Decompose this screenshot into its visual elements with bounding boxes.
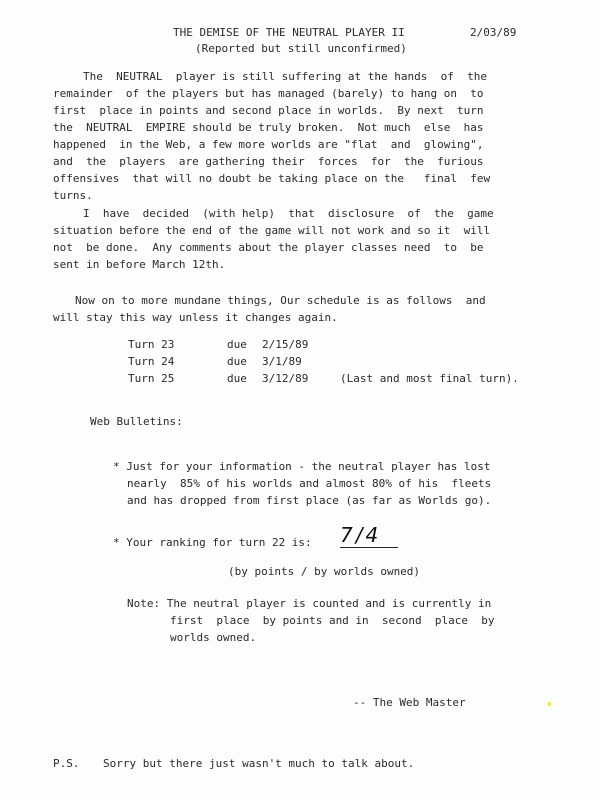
schedule-note: (Last and most final turn). [340, 372, 519, 385]
note-line: Note: The neutral player is counted and is currently in [127, 597, 492, 610]
schedule-turn: Turn 23 [128, 338, 175, 351]
ranking-label: * Your ranking for turn 22 is: [113, 536, 312, 549]
schedule-turn: Turn 25 [128, 372, 175, 385]
paragraph1-line: turns. [53, 189, 93, 202]
schedule-due: due [227, 338, 247, 351]
paragraph1-line: remainder of the players but has managed (barely) to hang on to [53, 87, 484, 100]
postscript-text: Sorry but there just wasn't much to talk about. [103, 757, 415, 770]
paragraph3-line: Now on to more mundane things, Our schedule is as follows and [75, 294, 486, 307]
paragraph2-line: not be done. Any comments about the player classes need to be [53, 241, 484, 254]
bulletin-item-line: nearly 85% of his worlds and almost 80% of his fleets [127, 477, 492, 490]
bulletin-item-line: * Just for your information - the neutral player has lost [113, 460, 491, 473]
paragraph2-line: sent in before March 12th. [53, 258, 226, 271]
note-line: worlds owned. [170, 631, 257, 644]
schedule-date: 3/12/89 [262, 372, 309, 385]
document-date: 2/03/89 [470, 26, 517, 39]
bulletin-item-line: and has dropped from first place (as far as Worlds go). [127, 494, 492, 507]
paragraph1-line: happened in the Web, a few more worlds are "flat and glowing", [53, 138, 484, 151]
paragraph2-line: situation before the end of the game will not work and so it will [53, 224, 491, 237]
paragraph3-line: will stay this way unless it changes again. [53, 311, 338, 324]
schedule-due: due [227, 355, 247, 368]
note-line: first place by points and in second place by [170, 614, 495, 627]
schedule-date: 2/15/89 [262, 338, 309, 351]
ranking-underline [340, 547, 398, 548]
schedule-due: due [227, 372, 247, 385]
yellow-speck [548, 702, 551, 706]
document-title: THE DEMISE OF THE NEUTRAL PLAYER II [173, 26, 405, 39]
paragraph2-line: I have decided (with help) that disclosure of the game [83, 207, 494, 220]
bulletins-heading: Web Bulletins: [90, 415, 183, 428]
ranking-caption: (by points / by worlds owned) [228, 565, 421, 578]
paragraph1-line: offensives that will no doubt be taking place on the final few [53, 172, 491, 185]
schedule-date: 3/1/89 [262, 355, 302, 368]
paragraph1-line: The NEUTRAL player is still suffering at the hands of the [83, 70, 487, 83]
postscript-label: P.S. [53, 757, 80, 770]
paragraph1-line: the NEUTRAL EMPIRE should be truly broken. Not much else has [53, 121, 484, 134]
paragraph1-line: first place in points and second place in worlds. By next turn [53, 104, 484, 117]
paragraph1-line: and the players are gathering their forces for the furious [53, 155, 484, 168]
document-subtitle: (Reported but still unconfirmed) [195, 42, 407, 55]
signature: -- The Web Master [353, 696, 466, 709]
schedule-turn: Turn 24 [128, 355, 175, 368]
ranking-handwritten-value: 7/4 [340, 523, 382, 547]
